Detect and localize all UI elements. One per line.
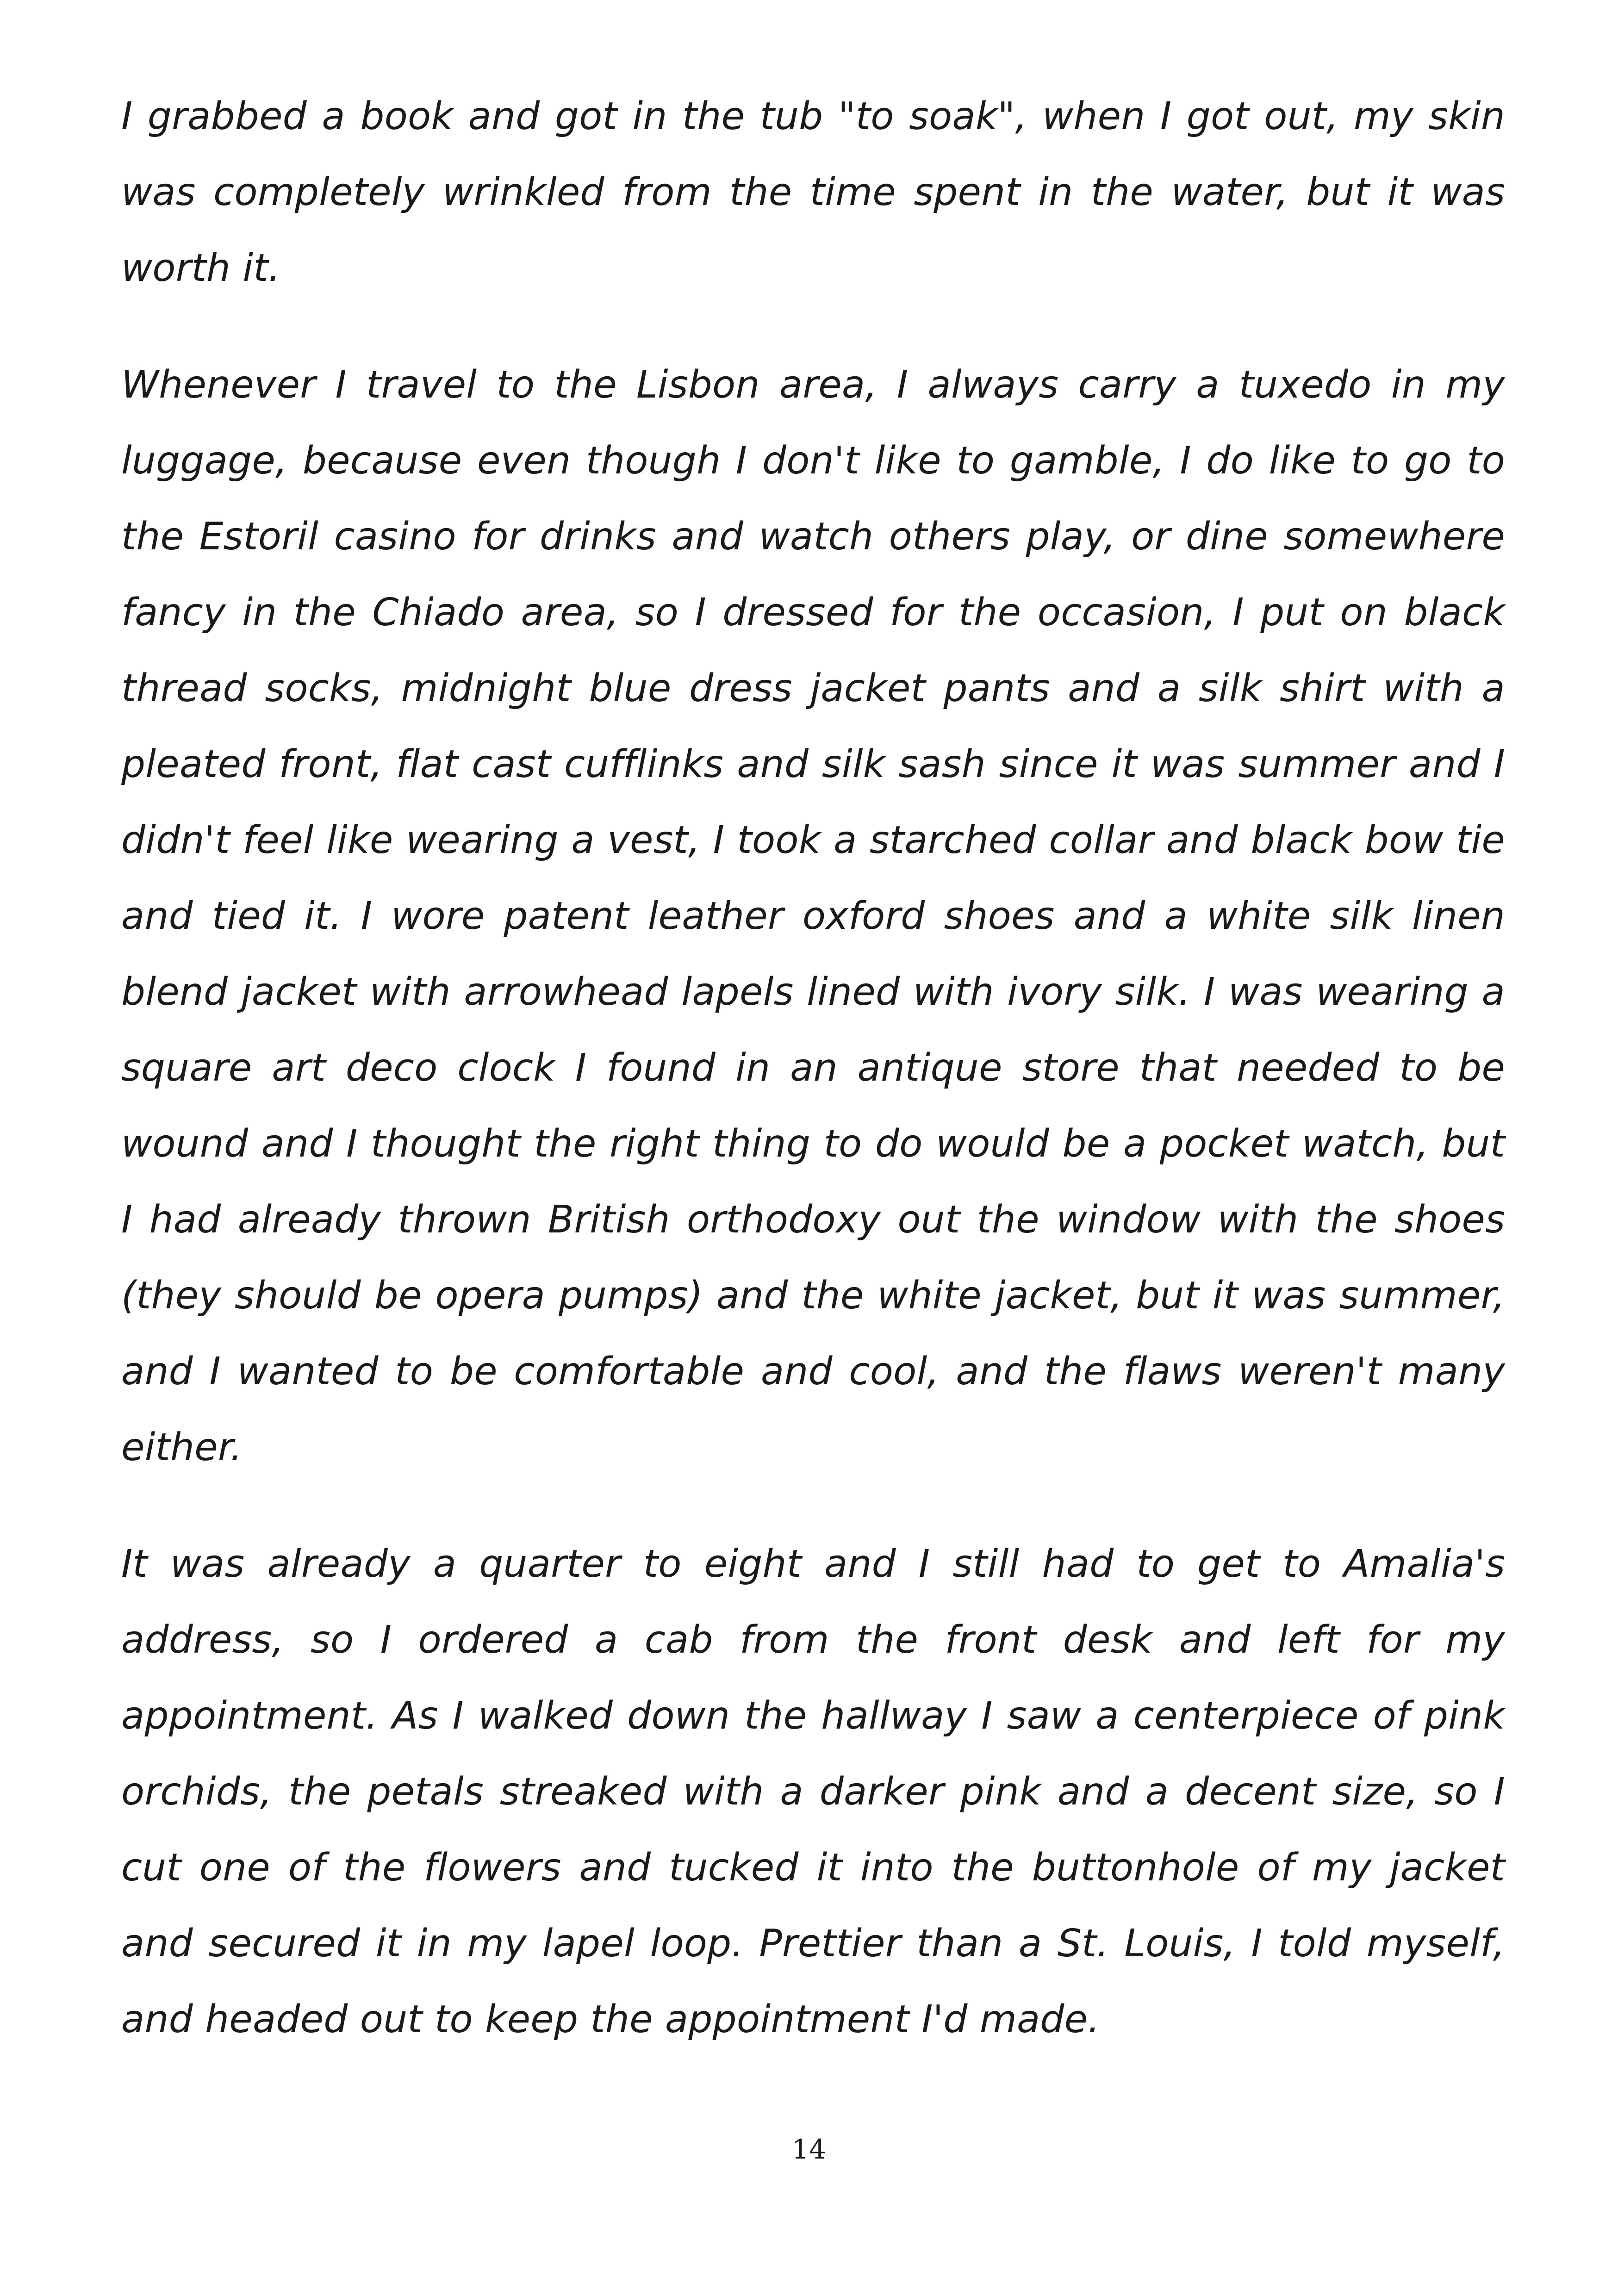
paragraph-3: It was already a quarter to eight and I still had to get to Amalia's address, so I ordered a cab from the front desk and left for my appointment. As I walked down the hallway I saw a centerpiece of pink orchids, the petals streaked with a darker pink and a decent size, so I cut one of the flowers and tucked it into the buttonhole of my jacket and secured it in my lapel loop. Prettier than a St. Louis, I told myself, and headed out to keep the appointment I'd made. <box>121 1542 1505 2041</box>
body-text <box>121 79 1505 2098</box>
page-number: 14 <box>792 2134 826 2165</box>
paragraph-2: Whenever I travel to the Lisbon area, I always carry a tuxedo in my luggage, because even though I don't like to gamble, I do like to go to the Estoril casino for drinks and watch others play, or dine somewhere fancy in the Chiado area, so I dressed for the occasion, I put on black thread socks, midnight blue dress jacket pants and a silk shirt with a pleated front, flat cast cufflinks and silk sash since it was summer and I didn't feel like wearing a vest, I took a starched collar and black bow tie and tied it. I wore patent leather oxford shoes and a white silk linen blend jacket with arrowhead lapels lined with ivory silk. I was wearing a square art deco clock I found in an antique store that needed to be wound and I thought the right thing to do would be a pocket watch, but I had already thrown British orthodoxy out the window with the shoes (they should be opera pumps) and the white jacket, but it was summer, and I wanted to be comfortable and cool, and the flaws weren't many either. <box>121 363 1505 1469</box>
paragraph-1: I grabbed a book and got in the tub "to soak", when I got out, my skin was completely wrinkled from the time spent in the water, but it was worth it. <box>121 94 1505 290</box>
